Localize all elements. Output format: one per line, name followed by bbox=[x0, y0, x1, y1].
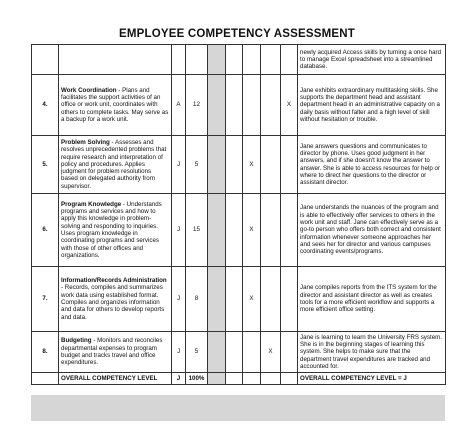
competency-name: Budgeting bbox=[61, 337, 92, 345]
table-row bbox=[32, 267, 446, 332]
comment-cell: Jane answers questions and communicates to director by phone. Uses good judgment in her answers, and if she doesn't know the answer to answer. She is able to access resources for help or where to direct her questions to the director or assistant director. bbox=[298, 136, 446, 194]
table-row bbox=[32, 136, 446, 194]
comment-cell: Jane is learning to learn the University FRS system. She is in the beginning stages of learning this system. She helps to make sure that the department travel expenditures are tracked and accounted for. bbox=[298, 332, 446, 373]
rating-code: J bbox=[172, 194, 186, 267]
comment-cell: Jane compiles reports from the ITS system for the director and assistant director as well as creates tools for a more efficient workflow and supports a more efficient office setting. bbox=[298, 267, 446, 332]
table-row bbox=[32, 75, 446, 136]
rating-mark: X bbox=[243, 194, 261, 267]
weight-value: 15 bbox=[186, 194, 208, 267]
comment-cell: newly acquired Access skills by turning a once hard to manage Excel spreadsheet into a streamlined database. bbox=[298, 45, 446, 75]
competency-cell bbox=[59, 332, 172, 373]
page-title: EMPLOYEE COMPETENCY ASSESSMENT bbox=[118, 28, 356, 40]
table-row-continuation bbox=[32, 45, 446, 75]
rating-code: J bbox=[172, 136, 186, 194]
competency-name: Information/Records Administration bbox=[61, 277, 167, 285]
weight-value: 5 bbox=[186, 136, 208, 194]
competency-name: Program Knowledge bbox=[61, 200, 122, 208]
overall-result: OVERALL COMPETENCY LEVEL = J bbox=[298, 373, 446, 385]
row-number: 4. bbox=[32, 75, 59, 136]
competency-description: - Records, compiles and summarizes work data using established format. Compiles and organizes information and data for others to develop reports and data. bbox=[61, 284, 165, 321]
competency-cell bbox=[59, 75, 172, 136]
overall-row bbox=[32, 373, 446, 385]
rating-mark: X bbox=[243, 136, 261, 194]
table-row bbox=[32, 332, 446, 373]
bottom-shaded-band bbox=[31, 395, 445, 421]
assessment-table bbox=[31, 44, 446, 385]
competency-description: - Monitors and reconciles departmental expenses to program budget and tracks travel and office expenditures. bbox=[61, 337, 163, 367]
rating-code: J bbox=[172, 267, 186, 332]
rating-code: A bbox=[172, 75, 186, 136]
row-number: 8. bbox=[32, 332, 59, 373]
comment-cell: Jane exhibits extraordinary multitasking skills. She supports the department head and assistant department head in an administrative capacity on a daily basis without falter and a high level of skill without hesitation or trouble. bbox=[298, 75, 446, 136]
comment-cell: Jane understands the nuances of the program and is able to effectively offer services to others in the work unit and staff. Jane can effectively serve as a go-to person who offers both correct and consistent information whenever someone approaches her and sees her for director and various campuses coordinating events/programs. bbox=[298, 194, 446, 267]
weight-value: 12 bbox=[186, 75, 208, 136]
row-number: 5. bbox=[32, 136, 59, 194]
competency-cell bbox=[59, 194, 172, 267]
weight-value: 5 bbox=[186, 332, 208, 373]
rating-mark: X bbox=[281, 75, 298, 136]
rating-code: J bbox=[172, 332, 186, 373]
table-row bbox=[32, 194, 446, 267]
rating-mark: X bbox=[261, 332, 281, 373]
row-number: 6. bbox=[32, 194, 59, 267]
competency-name: Work Coordination bbox=[61, 86, 117, 94]
competency-description: - Assesses and resolves unprecedented problems that require research and interpretation of policy and procedures. Applies judgment for problem resolutions based on delegated authority from supervisor. bbox=[61, 138, 167, 190]
competency-cell bbox=[59, 136, 172, 194]
overall-weight: 100% bbox=[186, 373, 208, 385]
competency-description: - Understands programs and services and how to apply this knowledge in problem-solving and responding to inquiries. Uses program knowledge in coordinating programs and services with those of other offices and organizations. bbox=[61, 200, 162, 259]
weight-value: 8 bbox=[186, 267, 208, 332]
competency-name: Problem Solving bbox=[61, 138, 110, 146]
competency-cell bbox=[59, 267, 172, 332]
overall-code: J bbox=[172, 373, 186, 385]
row-number: 7. bbox=[32, 267, 59, 332]
rating-mark: X bbox=[243, 267, 261, 332]
competency-description: - Plans and facilitates the support activities of an office or work unit, coordinates with others to complete tasks. May serve as a backup for a work unit. bbox=[61, 86, 169, 123]
overall-label: OVERALL COMPETENCY LEVEL bbox=[59, 373, 172, 385]
